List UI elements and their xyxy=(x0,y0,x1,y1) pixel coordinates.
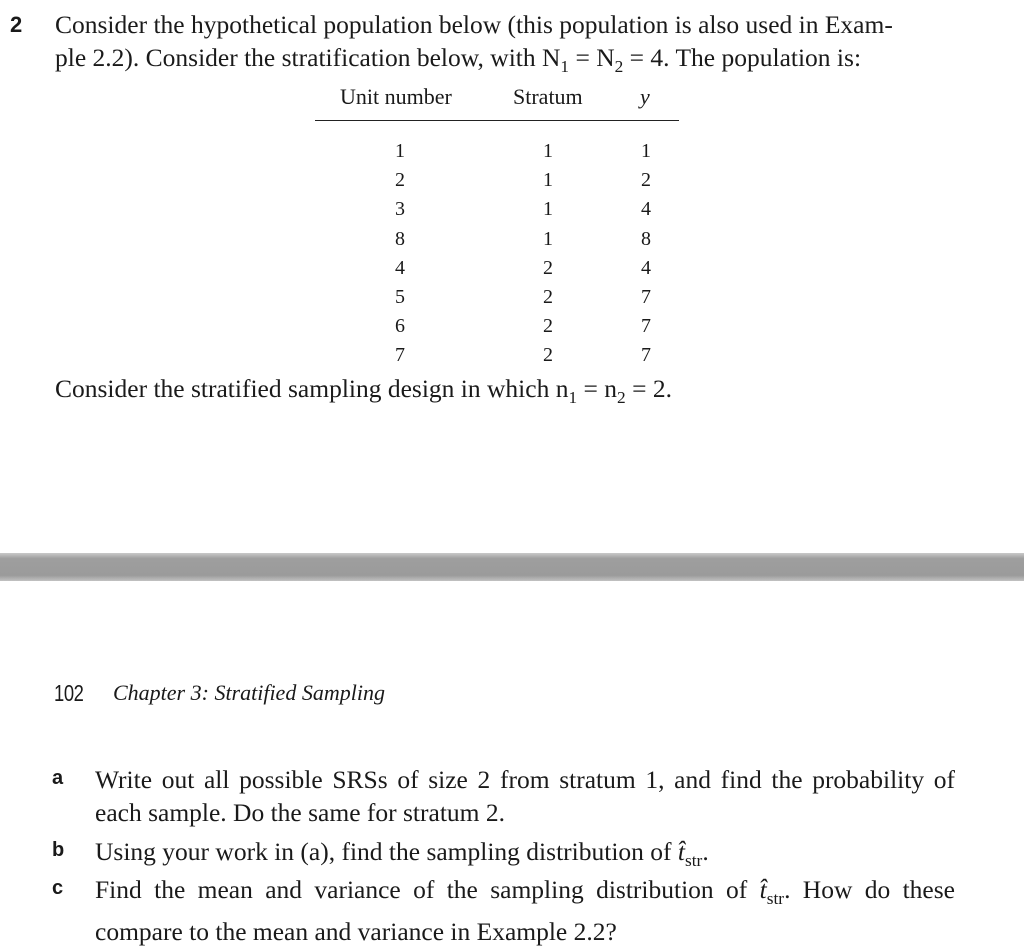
cell-y: 8 xyxy=(641,227,651,250)
problem-intro: Consider the hypothetical population below (this population is also used in Exam- ple 2.2). Consider the stratification below, with $N_1 = N_2 = 4$. The population is: xyxy=(55,10,893,77)
intro-line-1: Consider the hypothetical population below (this population is also used in Exam- xyxy=(55,10,893,39)
cell-y: 1 xyxy=(641,140,651,162)
table-header xyxy=(315,84,679,116)
table-row xyxy=(315,169,679,198)
part-c-label: c xyxy=(52,877,64,899)
problem-number: 2 xyxy=(10,12,23,37)
cell-stratum: 1 xyxy=(543,169,553,192)
cell-unit: 5 xyxy=(395,285,405,308)
table-row xyxy=(315,257,679,286)
cell-y: 7 xyxy=(641,344,651,367)
page-number: 102 xyxy=(54,680,84,706)
table-row xyxy=(315,286,679,315)
cell-y: 7 xyxy=(641,315,651,338)
cell-stratum: 1 xyxy=(543,140,553,162)
intro-line-2: ple 2.2). Consider the stratification below, with N xyxy=(55,43,561,72)
chapter-title: Chapter 3: Stratified Sampling xyxy=(113,680,385,705)
cell-stratum: 2 xyxy=(543,285,553,308)
cell-y: 4 xyxy=(641,256,651,279)
cell-unit: 2 xyxy=(395,169,405,192)
part-a-label: a xyxy=(52,767,64,789)
table-row xyxy=(315,344,679,373)
cell-stratum: 2 xyxy=(543,256,553,279)
cell-stratum: 2 xyxy=(543,344,553,367)
t-hat-symbol: t̂ xyxy=(759,875,767,904)
t-hat-symbol: t̂ xyxy=(677,837,685,866)
table-rule xyxy=(315,120,679,121)
cell-stratum: 2 xyxy=(543,315,553,338)
header-unit-number: Unit number xyxy=(340,84,452,109)
cell-unit: 3 xyxy=(395,198,405,221)
table-row xyxy=(315,198,679,227)
population-table xyxy=(315,84,679,367)
cell-y: 2 xyxy=(641,169,651,192)
cell-y: 4 xyxy=(641,198,651,221)
cell-unit: 8 xyxy=(395,227,405,250)
cell-unit: 7 xyxy=(395,344,405,367)
page-divider xyxy=(0,553,1024,581)
table-row xyxy=(315,228,679,257)
cell-unit: 4 xyxy=(395,256,405,279)
header-stratum: Stratum xyxy=(513,84,583,109)
table-row xyxy=(315,315,679,344)
cell-unit: 6 xyxy=(395,315,405,338)
cell-unit: 1 xyxy=(395,140,405,162)
table-row xyxy=(315,140,679,169)
part-a-text: Write out all possible SRSs of size 2 from stratum 1, and find the probability of each sample. Do the same for stratum 2. xyxy=(95,765,955,827)
cell-stratum: 1 xyxy=(543,198,553,221)
design-statement: Consider the stratified sampling design in which $n_1 = n_2 = 2$. xyxy=(55,374,672,408)
part-b-label: b xyxy=(52,839,65,861)
table-body xyxy=(315,140,679,374)
cell-stratum: 1 xyxy=(543,227,553,250)
header-y: y xyxy=(640,84,650,109)
part-b-text: Using your work in (a), find the sampling distribution of $t̂_{str}$. xyxy=(95,837,709,871)
part-c-text: Find the mean and variance of the sampling distribution of $t̂_{str}$. How do these compare to the mean and variance in Example 2.2? xyxy=(95,875,955,947)
cell-y: 7 xyxy=(641,285,651,308)
